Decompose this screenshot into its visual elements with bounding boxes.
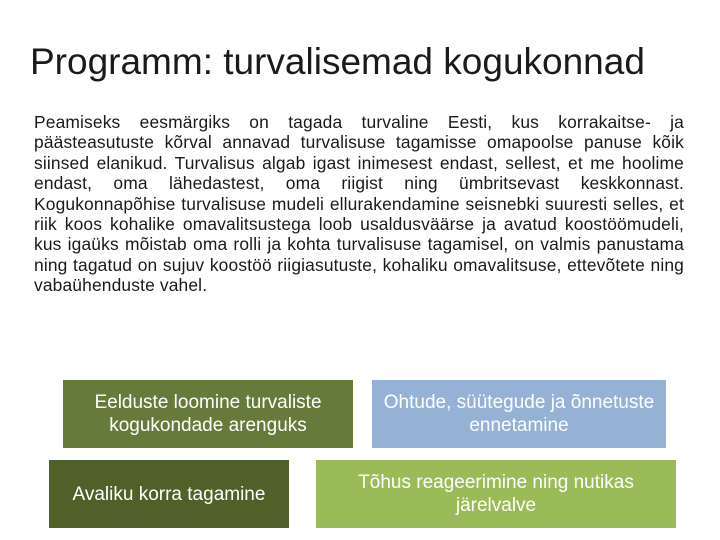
goal-box-response: Tõhus reageerimine ning nutikas järelvalve xyxy=(316,460,676,528)
goal-box-public-order: Avaliku korra tagamine xyxy=(49,460,289,528)
goal-box-prevention: Ohtude, süütegude ja õnnetuste ennetamine xyxy=(372,380,666,448)
slide-title: Programm: turvalisemad kogukonnad xyxy=(30,41,645,82)
slide-body-text: Peamiseks eesmärgiks on tagada turvaline Eesti, kus korrakaitse- ja päästeasutuste kõrval annavad turvalisuse tagamisse omapoolse panuse kõik siinsed elanikud. Turvalisus algab igast inimesest endast, sellest, et me hoolime endast, oma lähedastest, oma riigist ning ümbritsevast keskkonnast. Kogukonnapõhise turvalisuse mudeli ellurakendamine seisnebki suuresti selles, et riik koos kohalike omavalitsustega loob usaldusväärse ja avatud koostöömudeli, kus igaüks mõistab oma rolli ja kohta turvalisuse tagamisel, on valmis panustama ning tagatud on sujuv koostöö riigiasutuste, kohaliku omavalitsuse, ettevõtete ning vabaühenduste vahel. xyxy=(34,112,684,296)
goal-box-prerequisites: Eelduste loomine turvaliste kogukondade arenguks xyxy=(63,380,353,448)
